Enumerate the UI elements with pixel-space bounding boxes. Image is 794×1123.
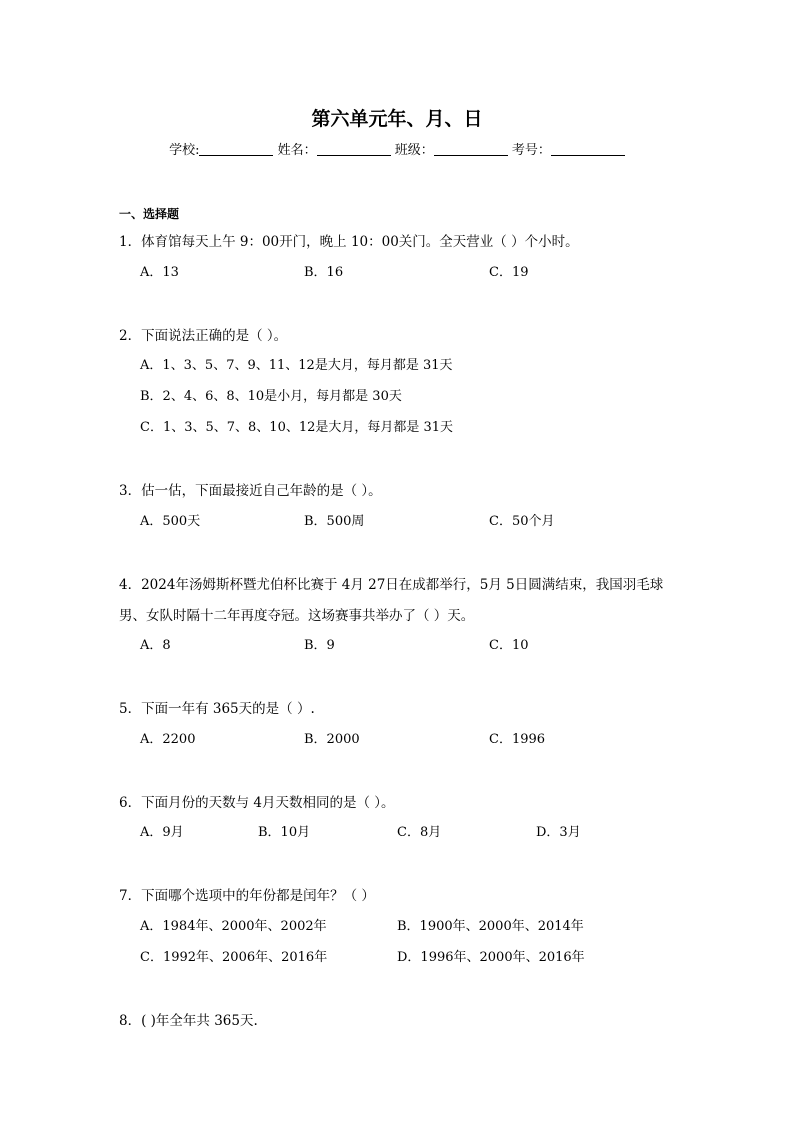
question-2-option-a[interactable]: A．1、3、5、7、9、11、12是大月，每月都是 31天 bbox=[140, 358, 453, 373]
name-label: 姓名： bbox=[277, 143, 317, 158]
class-label: 班级： bbox=[394, 143, 434, 158]
question-1-option-a[interactable]: A．13 bbox=[140, 265, 179, 280]
section-heading: 一、选择题 bbox=[119, 207, 180, 221]
question-7-option-c[interactable]: C．1992年、2006年、2016年 bbox=[140, 950, 328, 965]
question-6-option-b[interactable]: B．10月 bbox=[258, 825, 311, 840]
page-title: 第六单元年、月、日 bbox=[311, 108, 483, 130]
question-4-option-a[interactable]: A．8 bbox=[140, 638, 171, 653]
question-6-option-c[interactable]: C．8月 bbox=[397, 825, 442, 840]
question-3-option-c[interactable]: C．50个月 bbox=[489, 514, 555, 529]
question-4-option-c[interactable]: C．10 bbox=[489, 638, 529, 653]
question-6-option-d[interactable]: D．3月 bbox=[536, 825, 581, 840]
question-1-option-c[interactable]: C．19 bbox=[489, 265, 529, 280]
question-6-stem: 6．下面月份的天数与 4月天数相同的是（ ）。 bbox=[119, 795, 395, 811]
question-1-option-b[interactable]: B．16 bbox=[304, 265, 344, 280]
question-1-stem: 1．体育馆每天上午 9：00开门，晚上 10：00关门。全天营业（ ）个小时。 bbox=[119, 234, 579, 250]
name-blank[interactable] bbox=[317, 142, 391, 156]
question-2-option-b[interactable]: B．2、4、6、8、10是小月，每月都是 30天 bbox=[140, 389, 402, 404]
question-5-option-a[interactable]: A．2200 bbox=[140, 732, 196, 747]
question-4-stem-continued: 男、女队时隔十二年再度夺冠。这场赛事共举办了（ ）天。 bbox=[119, 608, 475, 624]
student-info-line bbox=[0, 139, 794, 158]
question-4-option-b[interactable]: B．9 bbox=[304, 638, 335, 653]
question-7-option-b[interactable]: B．1900年、2000年、2014年 bbox=[397, 919, 584, 934]
question-2-stem: 2．下面说法正确的是（ ）。 bbox=[119, 328, 288, 344]
question-2-option-c[interactable]: C．1、3、5、7、8、10、12是大月，每月都是 31天 bbox=[140, 420, 454, 435]
question-5-option-c[interactable]: C．1996 bbox=[489, 732, 546, 747]
question-6-option-a[interactable]: A．9月 bbox=[140, 825, 184, 840]
question-5-option-b[interactable]: B．2000 bbox=[304, 732, 360, 747]
question-5-stem: 5．下面一年有 365天的是（ ）. bbox=[119, 701, 315, 717]
school-blank[interactable] bbox=[199, 142, 273, 156]
class-blank[interactable] bbox=[434, 142, 508, 156]
question-3-option-a[interactable]: A．500天 bbox=[140, 514, 201, 529]
exam-no-label: 考号： bbox=[511, 143, 551, 158]
exam-no-blank[interactable] bbox=[551, 142, 625, 156]
school-label: 学校: bbox=[169, 143, 200, 158]
question-4-stem: 4．2024年汤姆斯杯暨尤伯杯比赛于 4月 27日在成都举行，5月 5日圆满结束，我国羽毛球 bbox=[119, 577, 664, 593]
question-7-option-a[interactable]: A．1984年、2000年、2002年 bbox=[140, 919, 327, 934]
question-3-option-b[interactable]: B．500周 bbox=[304, 514, 365, 529]
question-8-stem: 8．( )年全年共 365天. bbox=[119, 1013, 258, 1029]
question-3-stem: 3．估一估，下面最接近自己年龄的是（ ）。 bbox=[119, 483, 382, 499]
question-7-option-d[interactable]: D．1996年、2000年、2016年 bbox=[397, 950, 585, 965]
question-7-stem: 7．下面哪个选项中的年份都是闰年？（ ） bbox=[119, 888, 375, 904]
